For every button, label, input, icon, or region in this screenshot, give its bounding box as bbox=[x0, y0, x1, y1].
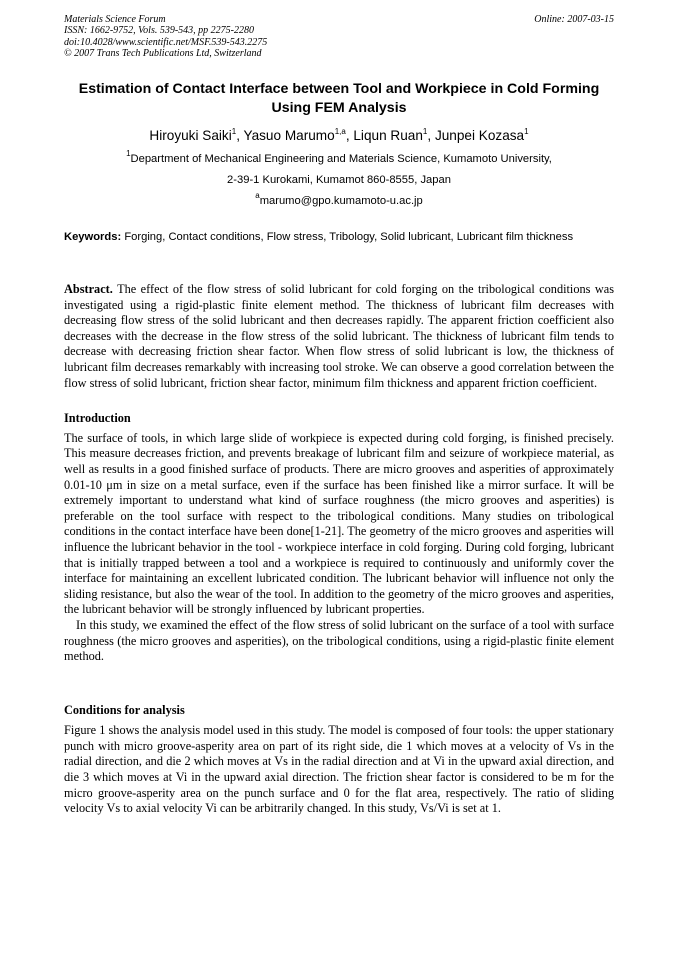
introduction-heading: Introduction bbox=[64, 411, 131, 426]
author-list: Hiroyuki Saiki$^1$, Yasuo Marumo$^{1,a}$, Liqun Ruan$^1$, Junpei Kozasa$^1$ bbox=[149, 126, 529, 143]
doi-line[interactable]: doi:10.4028/www.scientific.net/MSF.539-543.2275 bbox=[64, 36, 268, 48]
author-name: Hiroyuki Saiki bbox=[149, 127, 232, 143]
abstract bbox=[64, 282, 614, 391]
affiliation-line-2: 2-39-1 Kurokami, Kumamot 860-8555, Japan bbox=[227, 173, 451, 186]
issn-line: ISSN: 1662-9752, Vols. 539-543, pp 2275-2280 bbox=[64, 25, 254, 37]
keywords-label: Keywords: bbox=[64, 230, 122, 243]
abstract-label: Abstract. bbox=[64, 282, 113, 297]
journal-name: Materials Science Forum bbox=[64, 14, 166, 25]
author-affil-mark: 1,a bbox=[334, 126, 346, 136]
paper-page bbox=[64, 14, 614, 817]
author-email: $^a$marumo@gpo.kumamoto-u.ac.jp bbox=[255, 190, 423, 207]
author-affil-mark: 1 bbox=[422, 126, 428, 136]
affiliation bbox=[64, 149, 614, 212]
introduction-paragraph-2: In this study, we examined the effect of the flow stress of solid lubricant on the surface of a tool with surface roughness (the micro grooves and asperities), on the tribological conditions, using a rigid-plastic finite element method. bbox=[64, 617, 614, 664]
author-affil-mark: 1 bbox=[231, 126, 237, 136]
running-header bbox=[64, 14, 614, 60]
keywords-text: Forging, Contact conditions, Flow stress, Tribology, Solid lubricant, Lubricant film thickness bbox=[124, 230, 574, 243]
abstract-text: The effect of the flow stress of solid lubricant for cold forging on the tribological conditions was investigated using a rigid-plastic finite element method. The thickness of lubricant film decreases with decreasing flow stress of the solid lubricant and then decreases rapidly. The apparent friction coefficient also decreases with the decrease in the flow stress of the solid lubricant. The thickness of lubricant film tends to decrease with decreasing friction shear factor. When flow stress of solid lubricant is low, the thickness of lubricant film decreases remarkably with increasing tool stroke. We can observe a good correlation between the flow stress of solid lubricant, friction shear factor, minimum film thickness and apparent friction coefficient. bbox=[64, 282, 614, 390]
affiliation-line-1: $^1$Department of Mechanical Engineering and Materials Science, Kumamoto University, bbox=[126, 148, 552, 165]
copyright-line: © 2007 Trans Tech Publications Ltd, Switzerland bbox=[64, 48, 262, 60]
conditions-heading: Conditions for analysis bbox=[64, 702, 185, 717]
online-date: Online: 2007-03-15 bbox=[534, 14, 614, 25]
introduction-paragraph-1: The surface of tools, in which large slide of workpiece is expected during cold forging, is finished precisely. This measure decreases friction, and prevents breakage of lubricant film and seizure of workpiece material, as well as results in a good finished surface of products. There are micro grooves and asperities of approximately 0.01-10 μm in size on a metal surface, even if the surface has been finished like a mirror surface. It will be extremely important to understand what kind of surface roughness (the micro grooves and asperities) is preferable on the tool surface with respect to the tribological conditions. Many studies on tribological conditions in the contact interface have been done[1-21]. The geometry of the micro grooves and asperities will influence the lubricant behavior in the tool - workpiece interface in cold forging. During cold forging, lubricant that is initially trapped between a tool and a workpiece is required to continuously and uniformly cover the interface for maintaining an excellent lubricated condition. The lubricant behavior will influence not only the sliding resistance, but also the wear of the tool. In addition to the geometry of the micro grooves and asperities, the lubricant behavior will be strongly influenced by lubricant properties. bbox=[64, 430, 614, 617]
paper-title: Estimation of Contact Interface between Tool and Workpiece in Cold Forming Using FEM Analysis bbox=[78, 80, 600, 116]
author-name: Liqun Ruan bbox=[353, 127, 423, 143]
conditions-paragraph-1: Figure 1 shows the analysis model used in this study. The model is composed of four tools: the upper stationary punch with micro groove-asperity area on part of its right side, die 1 which moves at a velocity of Vs in the radial direction, and die 2 which moves at Vs in the radial direction and at Vi in the upward axial direction, and die 3 which moves at Vi in the upward axial direction. The friction shear factor is considered to be m for the micro groove-asperity area on the punch surface and 0 for the flat area, respectively. The ratio of sliding velocity Vs to axial velocity Vi can be arbitrarily changed. In this study, Vs/Vi is set at 1. bbox=[64, 723, 614, 816]
author-name: Junpei Kozasa bbox=[434, 127, 525, 143]
author-affil-mark: 1 bbox=[524, 126, 529, 136]
keywords bbox=[64, 230, 614, 245]
author-name: Yasuo Marumo bbox=[243, 127, 335, 143]
